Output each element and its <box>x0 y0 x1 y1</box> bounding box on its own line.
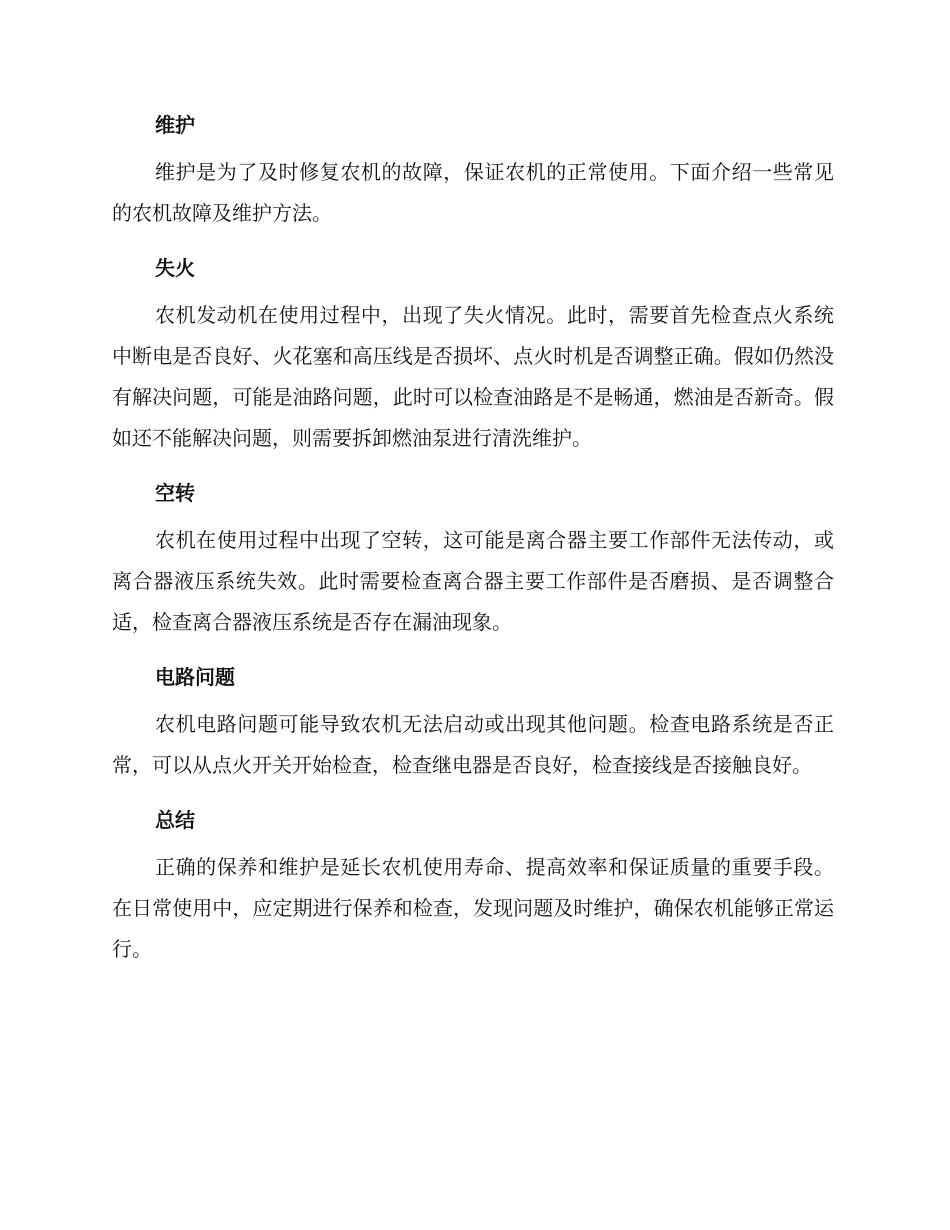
section-idling <box>112 474 834 643</box>
section-maintenance <box>112 106 834 234</box>
section-heading: 电路问题 <box>155 665 235 689</box>
section-paragraph: 农机发动机在使用过程中，出现了失火情况。此时，需要首先检查点火系统中断电是否良好、火花塞和高压线是否损坏、点火时机是否调整正确。假如仍然没有解决问题，可能是油路问题，此时可以检查油路是不是畅通，燃油是否新奇。假如还不能解决问题，则需要拆卸燃油泵进行清洗维护。 <box>112 303 834 450</box>
section-heading: 总结 <box>155 808 195 832</box>
section-misfire <box>112 249 834 459</box>
section-paragraph: 维护是为了及时修复农机的故障，保证农机的正常使用。下面介绍一些常见的农机故障及维护方法。 <box>112 160 834 225</box>
section-heading: 维护 <box>155 113 195 137</box>
section-paragraph: 农机在使用过程中出现了空转，这可能是离合器主要工作部件无法传动，或离合器液压系统失效。此时需要检查离合器主要工作部件是否磨损、是否调整合适，检查离合器液压系统是否存在漏油现象。 <box>112 528 834 634</box>
document-page <box>112 106 834 985</box>
section-summary <box>112 801 834 970</box>
section-heading: 空转 <box>155 481 195 505</box>
section-circuit-problem <box>112 658 834 786</box>
section-paragraph: 正确的保养和维护是延长农机使用寿命、提高效率和保证质量的重要手段。在日常使用中，应定期进行保养和检查，发现问题及时维护，确保农机能够正常运行。 <box>112 855 834 961</box>
section-heading: 失火 <box>155 256 195 280</box>
section-paragraph: 农机电路问题可能导致农机无法启动或出现其他问题。检查电路系统是否正常，可以从点火开关开始检查，检查继电器是否良好，检查接线是否接触良好。 <box>112 712 834 777</box>
